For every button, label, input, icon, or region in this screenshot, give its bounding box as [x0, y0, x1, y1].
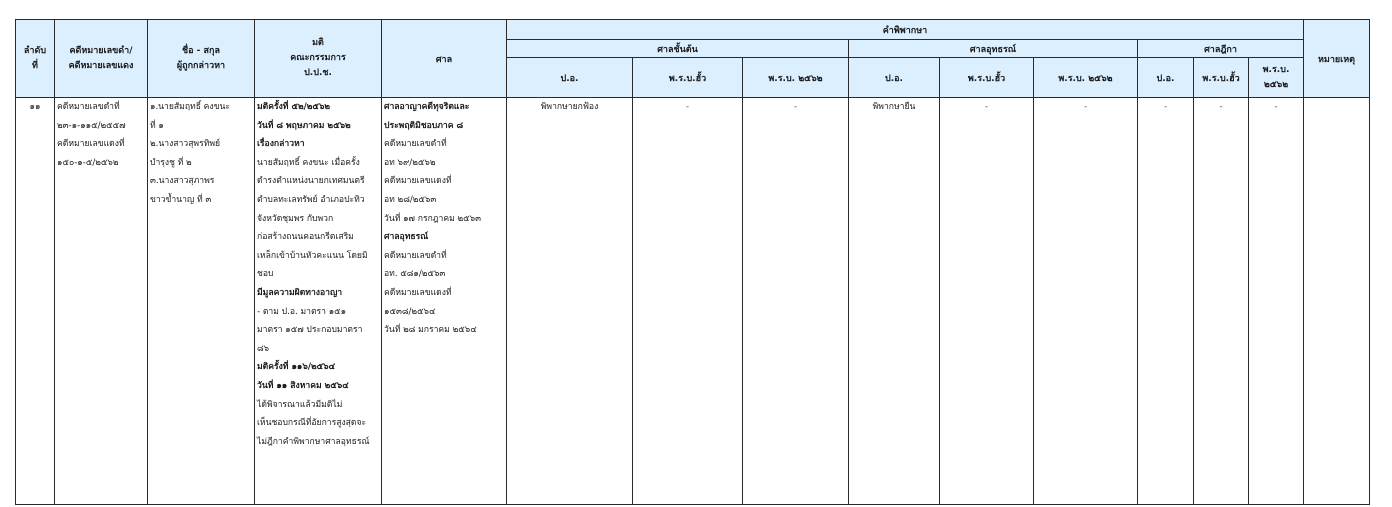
row-resolution-line: ได้พิจารณาแล้วมีมติไม่: [257, 399, 343, 410]
row-resolution-line: ตำบลทะเลทรัพย์ อำเภอปะทิว: [257, 194, 365, 205]
row-court-line: อท. ๕๘๑/๒๕๖๓: [384, 269, 446, 280]
row-resolution-line: เหล็กเข้าบ้านหัวคะแนน โดยมิ: [257, 250, 368, 261]
header-supreme-prb-2562-line2: ๒๕๖๒: [1263, 79, 1289, 90]
row-court: [382, 98, 507, 505]
header-supreme-prb-old: พ.ร.บ.ฮั้ว: [1194, 58, 1249, 98]
row-court-line: คดีหมายเลขดำที่: [384, 250, 447, 261]
row-case-number: [55, 98, 148, 505]
row-case-number-line: คดีหมายเลขดำที่: [57, 102, 120, 112]
header-order: [16, 20, 55, 98]
row-resolution-line: วันที่ ๘ พฤษภาคม ๒๕๖๒: [257, 120, 351, 131]
row-name-line: ขาวข้ำนาญ ที่ ๓: [150, 194, 212, 205]
header-first-prb-old: พ.ร.บ.ฮั้ว: [633, 58, 743, 98]
row-supreme-prb-2562: -: [1249, 98, 1304, 505]
row-resolution-line: ชอบ: [257, 269, 274, 280]
row-resolution-line: - ตาม ป.อ. มาตรา ๑๕๑: [257, 306, 347, 317]
row-supreme-prb-old: -: [1194, 98, 1249, 505]
row-resolution-line: นายสัมฤทธิ์ คงขนะ เมื่อครั้ง: [257, 157, 360, 168]
header-appeal-po: ป.อ.: [849, 58, 940, 98]
row-first-po: พิพากษายกฟ้อง: [507, 98, 633, 505]
header-name: [148, 20, 255, 98]
row-name-line: ๓.นางสาวสุภาพร: [150, 176, 215, 187]
header-case-number: [55, 20, 148, 98]
row-supreme-po: -: [1138, 98, 1194, 505]
header-resolution-line2: คณะกรรมการ: [290, 53, 346, 63]
row-court-line: คดีหมายเลขแดงที่: [384, 176, 452, 187]
row-case-number-line: ๑๕๐-๑-๕/๒๕๖๒: [57, 157, 119, 168]
row-resolution-line: จังหวัดชุมพร กับพวก: [257, 213, 334, 224]
header-appeal-prb-2562: พ.ร.บ. ๒๕๖๒: [1034, 58, 1138, 98]
header-remark: หมายเหตุ: [1304, 20, 1370, 98]
header-supreme-po: ป.อ.: [1138, 58, 1194, 98]
header-supreme-prb-2562: [1249, 58, 1304, 98]
row-first-prb-2562: -: [743, 98, 849, 505]
row-name: [148, 98, 255, 505]
row-appeal-prb-old: -: [940, 98, 1034, 505]
header-case-number-line1: คดีหมายเลขดำ/: [69, 45, 133, 56]
row-case-number-line: ๒๓-๑-๑๑๕/๒๕๕๗: [57, 120, 126, 131]
row-resolution-line: ไม่ฎีกาคำพิพากษาศาลอุทธรณ์: [257, 436, 370, 447]
header-order-line1: ลำดับ: [23, 45, 47, 56]
header-first-prb-2562: พ.ร.บ. ๒๕๖๒: [743, 58, 849, 98]
row-court-line: อท ๒๘/๒๕๖๓: [384, 194, 437, 205]
row-court-line: คดีหมายเลขดำที่: [384, 139, 447, 150]
table-row: [16, 98, 1370, 505]
row-resolution-line: เห็นชอบกรณีที่อัยการสูงสุดจะ: [257, 418, 367, 429]
row-name-line: ๑.นายสัมฤทธิ์ คงขนะ: [150, 102, 230, 112]
row-court-line: ๑๕๓๘/๒๕๖๔: [384, 306, 436, 317]
row-resolution-line: มีมูลความผิดทางอาญา: [257, 287, 343, 298]
row-case-number-line: คดีหมายเลขแดงที่: [57, 139, 125, 150]
row-resolution-line: มติครั้งที่ ๕๒/๒๕๖๒: [257, 102, 331, 112]
row-court-line: ศาลอาญาคดีทุจริตและ: [384, 102, 470, 112]
header-name-line1: ชื่อ - สกุล: [182, 45, 220, 56]
row-court-line: ประพฤติมิชอบภาค ๘: [384, 120, 464, 131]
row-appeal-prb-2562: -: [1034, 98, 1138, 505]
case-table: [15, 19, 1370, 505]
row-first-prb-old: -: [633, 98, 743, 505]
row-court-line: วันที่ ๒๘ มกราคม ๒๕๖๔: [384, 325, 477, 336]
row-remark: [1304, 98, 1370, 505]
row-court-line: อท ๖๙/๒๕๖๒: [384, 157, 436, 168]
header-judgment: คำพิพากษา: [507, 20, 1304, 40]
row-resolution-line: เรื่องกล่าวหา: [257, 139, 305, 150]
header-supreme-prb-2562-line1: พ.ร.บ.: [1262, 64, 1290, 75]
row-order: ๑๑: [16, 98, 55, 505]
header-name-line2: ผู้ถูกกล่าวหา: [176, 60, 226, 71]
header-court: ศาล: [382, 20, 507, 98]
header-appeal-prb-old: พ.ร.บ.ฮั้ว: [940, 58, 1034, 98]
header-appeal-court: ศาลอุทธรณ์: [849, 40, 1138, 58]
header-resolution: [255, 20, 382, 98]
row-name-line: ที่ ๑: [150, 120, 164, 131]
row-resolution: [255, 98, 382, 505]
row-resolution-line: วันที่ ๑๑ สิงหาคม ๒๕๖๔: [257, 380, 349, 391]
row-name-line: ๒.นางสาวสุพรทิพย์: [150, 139, 221, 150]
row-appeal-po: พิพากษายืน: [849, 98, 940, 505]
header-resolution-line3: ป.ป.ช.: [304, 68, 332, 78]
row-court-line: ศาลอุทธรณ์: [384, 232, 429, 243]
row-resolution-line: มาตรา ๑๕๗ ประกอบมาตรา: [257, 325, 363, 336]
row-court-line: คดีหมายเลขแดงที่: [384, 287, 452, 298]
header-first-court: ศาลชั้นต้น: [507, 40, 849, 58]
row-resolution-line: มติครั้งที่ ๑๑๖/๒๕๖๔: [257, 362, 336, 373]
header-first-po: ป.อ.: [507, 58, 633, 98]
row-name-line: บำรุงชู ที่ ๒: [150, 157, 192, 168]
header-case-number-line2: คดีหมายเลขแดง: [68, 60, 134, 71]
header-supreme-court: ศาลฎีกา: [1138, 40, 1304, 58]
row-resolution-line: ก่อสร้างถนนคอนกรีตเสริม: [257, 232, 354, 243]
row-court-line: วันที่ ๑๗ กรกฎาคม ๒๕๖๓: [384, 213, 482, 224]
row-resolution-line: ๘๖: [257, 343, 270, 354]
header-resolution-line1: มติ: [312, 38, 324, 48]
header-order-line2: ที่: [32, 60, 38, 71]
row-resolution-line: ดำรงตำแหน่งนายกเทศมนตรี: [257, 176, 365, 187]
